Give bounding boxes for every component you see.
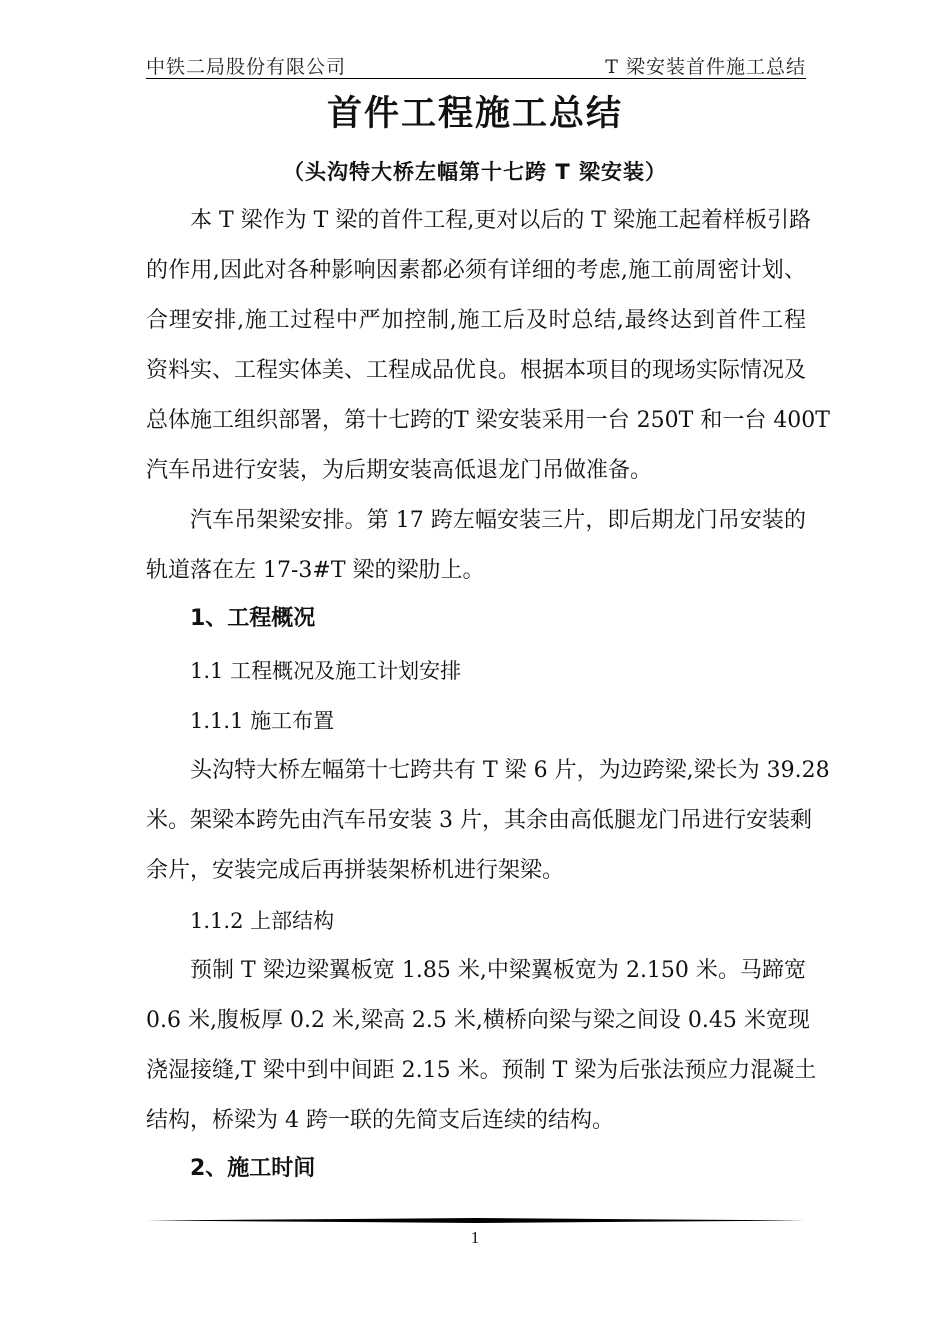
paragraph-line: 0.6 米,腹板厚 0.2 米,梁高 2.5 米,横桥向梁与梁之间设 0.45 米宽现 [146,1008,810,1033]
subsection-heading: 1.1.2 上部结构 [190,909,335,933]
paragraph-line: 汽车吊进行安装，为后期安装高低退龙门吊做准备。 [146,458,653,483]
paragraph-line: 本 T 梁作为 T 梁的首件工程,更对以后的 T 梁施工起着样板引路 [190,208,811,233]
paragraph-line: 的作用,因此对各种影响因素都必须有详细的考虑,施工前周密计划、 [146,258,806,283]
footer-divider [146,1218,806,1223]
paragraph-line: 头沟特大桥左幅第十七跨共有 T 梁 6 片，为边跨梁,梁长为 39.28 [190,758,830,783]
page-header [146,50,806,80]
paragraph-line: 总体施工组织部署，第十七跨的T 梁安装采用一台 250T 和一台 400T [146,408,830,433]
paragraph-line: 预制 T 梁边梁翼板宽 1.85 米,中梁翼板宽为 2.150 米。马蹄宽 [190,958,806,983]
paragraph-line: 轨道落在左 17-3#T 梁的梁肋上。 [146,558,485,583]
page-number: 1 [470,1228,480,1247]
paragraph-line: 合理安排,施工过程中严加控制,施工后及时总结,最终达到首件工程 [146,308,806,333]
header-doc-title: T 梁安装首件施工总结 [605,56,806,78]
paragraph-line: 浇湿接缝,T 梁中到中间距 2.15 米。预制 T 梁为后张法预应力混凝土 [146,1058,817,1083]
paragraph-line: 汽车吊架梁安排。第 17 跨左幅安装三片，即后期龙门吊安装的 [190,508,806,533]
subsection-heading: 1.1 工程概况及施工计划安排 [190,659,462,683]
subsection-heading: 1.1.1 施工布置 [190,709,335,733]
document-subtitle: （头沟特大桥左幅第十七跨 T 梁安装） [283,160,667,184]
paragraph-line: 余片，安装完成后再拼装架桥机进行架梁。 [146,858,565,883]
section-heading: 2、施工时间 [190,1156,316,1181]
section-heading: 1、工程概况 [190,606,316,631]
document-title: 首件工程施工总结 [326,94,623,134]
paragraph-line: 米。架梁本跨先由汽车吊安装 3 片，其余由高低腿龙门吊进行安装剩 [146,808,812,833]
header-company: 中铁二局股份有限公司 [146,56,347,78]
paragraph-line: 资料实、工程实体美、工程成品优良。根据本项目的现场实际情况及 [146,358,807,383]
paragraph-line: 结构，桥梁为 4 跨一联的先简支后连续的结构。 [146,1108,614,1133]
header-divider [146,78,806,79]
